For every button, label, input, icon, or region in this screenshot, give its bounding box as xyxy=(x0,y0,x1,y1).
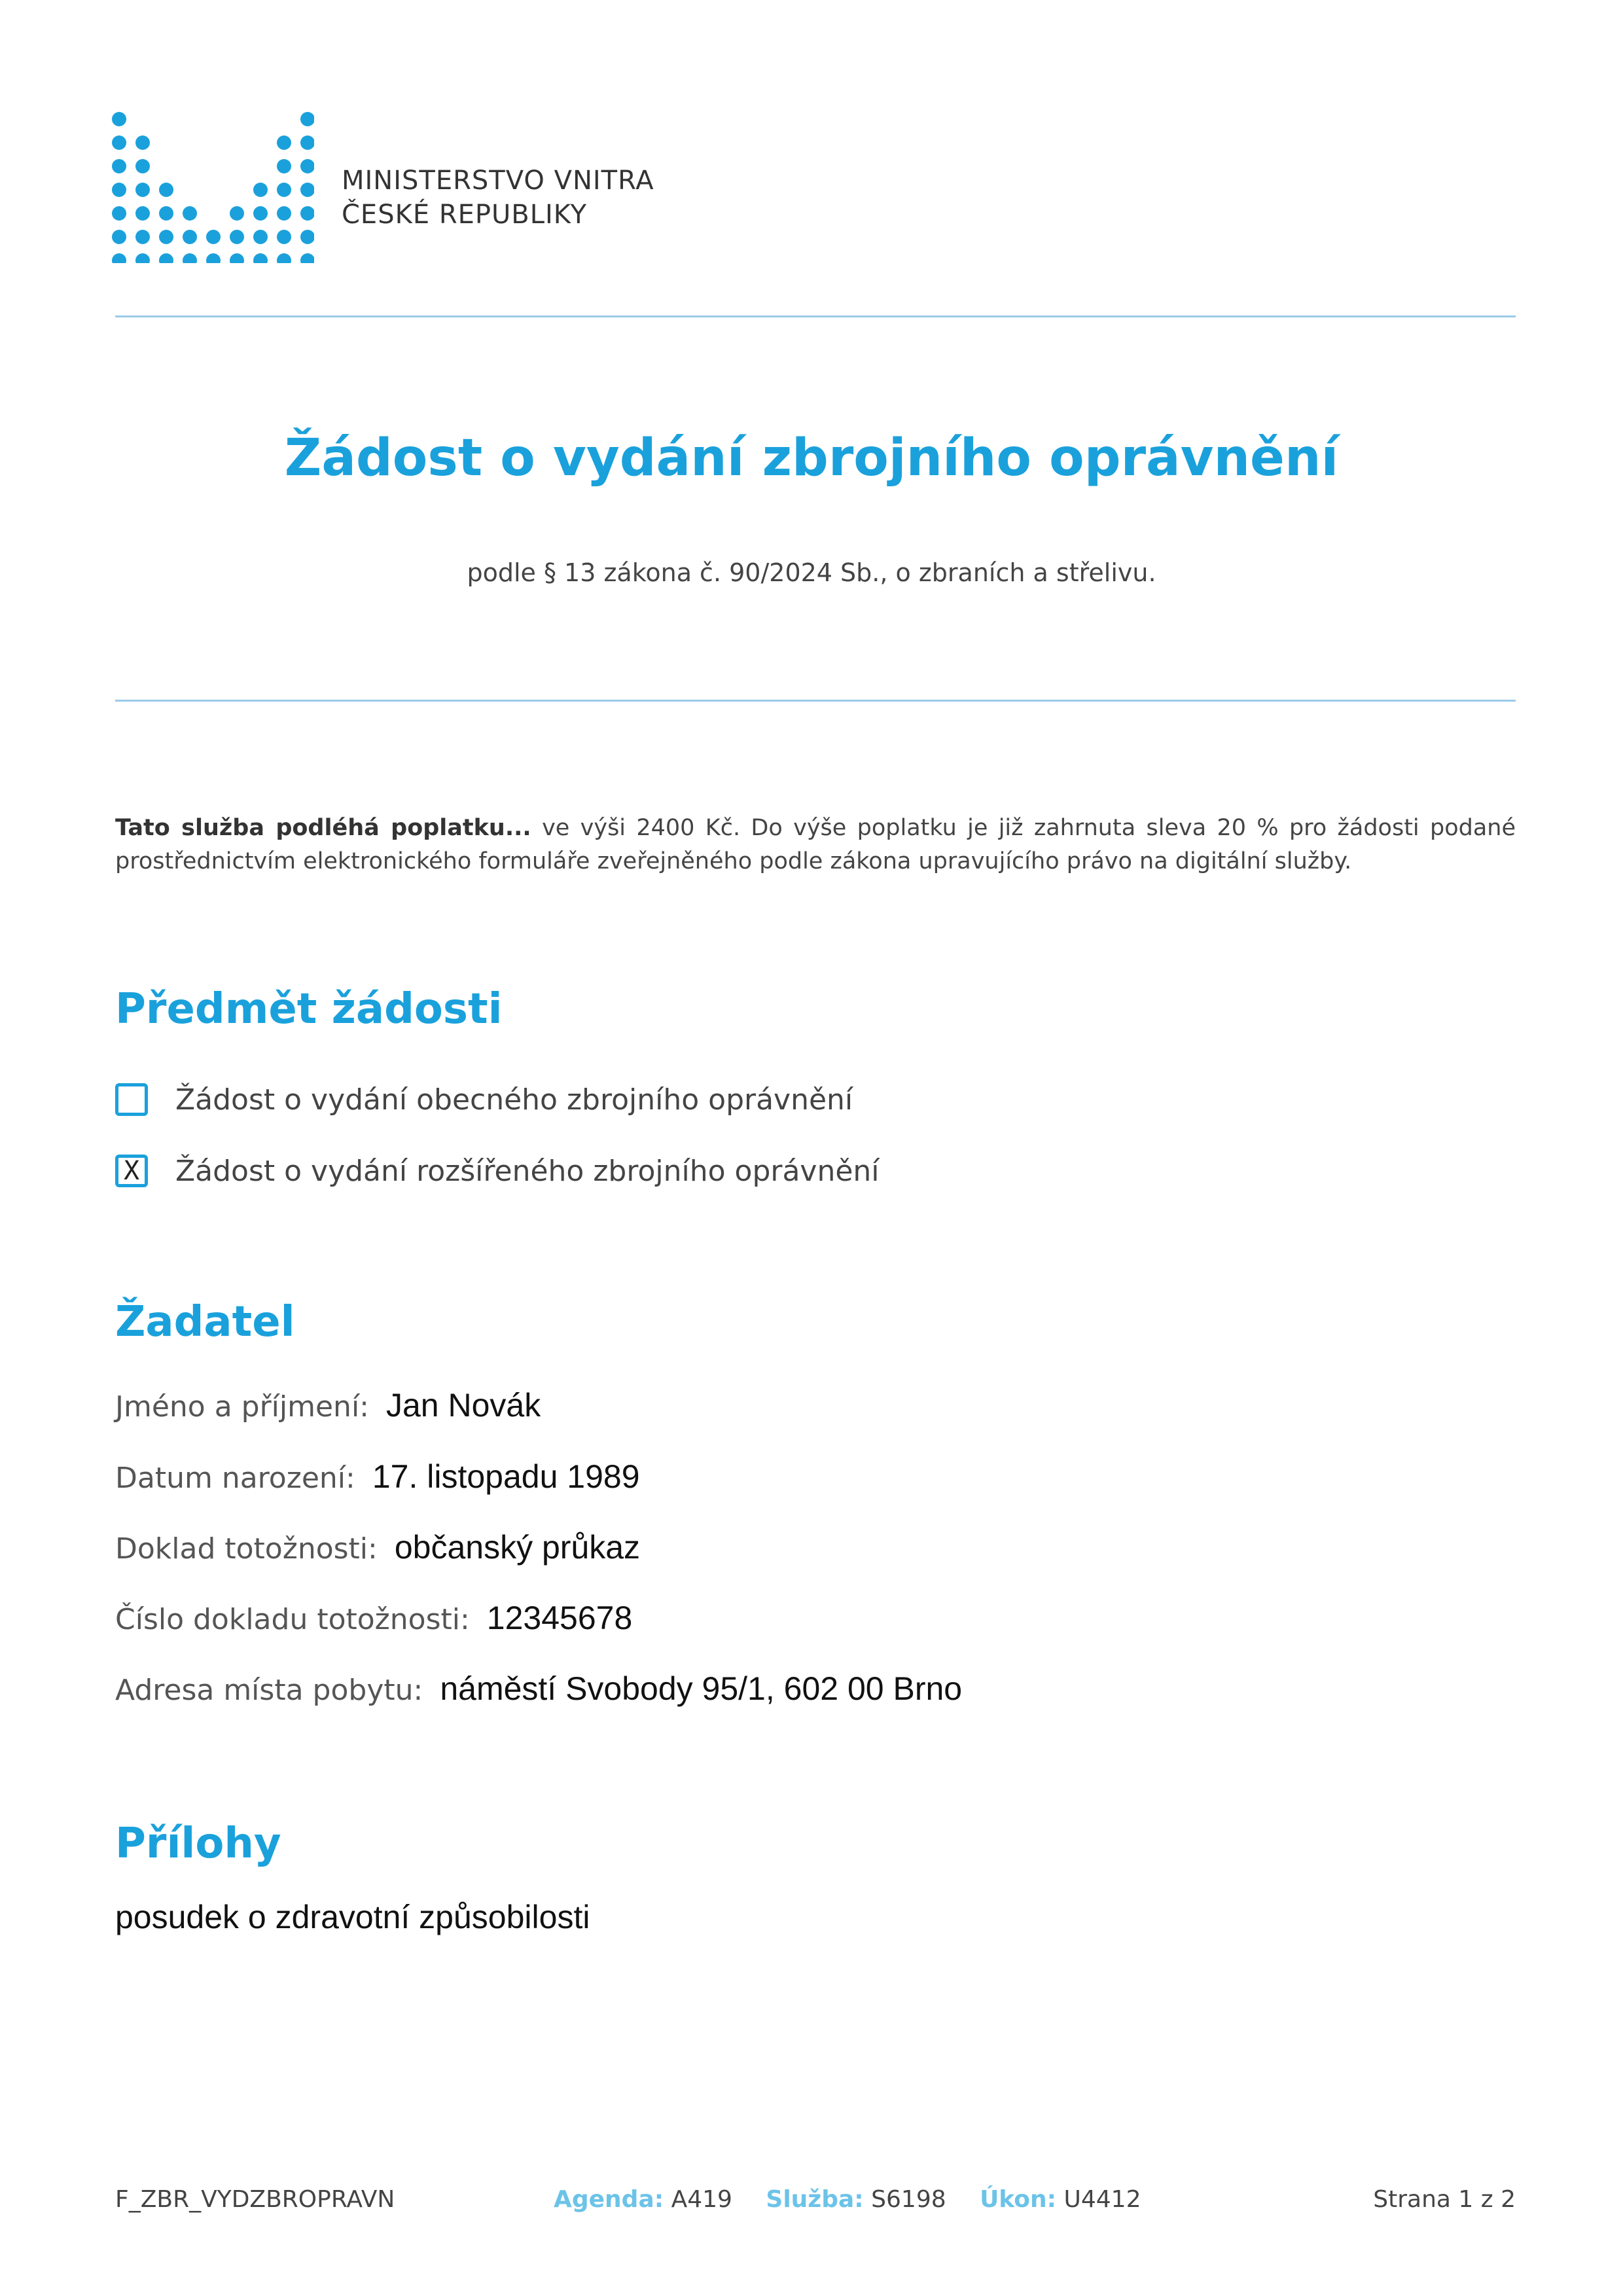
logo-dot xyxy=(277,159,291,173)
logo-dot xyxy=(300,206,314,221)
form-code: F_ZBR_VYDZBROPRAVN xyxy=(115,2186,395,2213)
field-id-document-label: Doklad totožnosti: xyxy=(115,1532,378,1566)
logo-dot xyxy=(300,253,314,263)
logo-dot xyxy=(206,230,221,244)
footer-codes xyxy=(554,2186,1141,2213)
logo-dot xyxy=(159,183,173,197)
logo-dot xyxy=(277,135,291,150)
header-divider xyxy=(115,315,1516,317)
subject-option-general[interactable] xyxy=(115,1080,853,1119)
logo-dot xyxy=(183,230,197,244)
logo-dot xyxy=(112,206,126,221)
logo-dot xyxy=(253,230,268,244)
attachments-heading: Přílohy xyxy=(115,1820,281,1868)
service-value: S6198 xyxy=(871,2186,946,2213)
subject-heading: Předmět žádosti xyxy=(115,985,503,1033)
logo-dot xyxy=(135,206,150,221)
logo-dot xyxy=(183,253,197,263)
logo-dot xyxy=(230,206,244,221)
ministry-logo-icon xyxy=(111,111,314,263)
logo-dot xyxy=(300,135,314,150)
logo-dot xyxy=(135,183,150,197)
field-birthdate-value: 17. listopadu 1989 xyxy=(372,1458,640,1495)
logo-dot xyxy=(230,253,244,263)
field-address-value: náměstí Svobody 95/1, 602 00 Brno xyxy=(440,1670,963,1707)
logo-dot xyxy=(135,135,150,150)
logo-dot xyxy=(112,135,126,150)
checkbox-general-label: Žádost o vydání obecného zbrojního oprávnění xyxy=(175,1083,853,1117)
checkbox-extended[interactable]: X xyxy=(115,1155,148,1187)
field-name-label: Jméno a příjmení: xyxy=(115,1390,369,1424)
logo-dot xyxy=(112,183,126,197)
logo-dot xyxy=(159,253,173,263)
logo-dot xyxy=(183,206,197,221)
logo-dot xyxy=(277,253,291,263)
agenda-label: Agenda: xyxy=(554,2186,664,2213)
page-subtitle: podle § 13 zákona č. 90/2024 Sb., o zbraních a střelivu. xyxy=(467,558,1156,587)
logo-dot xyxy=(253,183,268,197)
attachment-item: posudek o zdravotní způsobilosti xyxy=(115,1899,590,1935)
logo-dot xyxy=(112,230,126,244)
applicant-heading: Žadatel xyxy=(115,1298,295,1346)
logo-dot xyxy=(206,253,221,263)
logo-dot xyxy=(253,253,268,263)
fee-notice-bold: Tato služba podléhá poplatku... xyxy=(115,815,531,841)
field-address-label: Adresa místa pobytu: xyxy=(115,1674,423,1707)
act-value: U4412 xyxy=(1063,2186,1141,2213)
logo-dot xyxy=(135,230,150,244)
page-title: Žádost o vydání zbrojního oprávnění xyxy=(284,429,1339,488)
act-label: Úkon: xyxy=(980,2186,1057,2213)
logo-dot xyxy=(135,253,150,263)
logo-dot xyxy=(230,230,244,244)
logo-dot xyxy=(253,206,268,221)
field-id-number-value: 12345678 xyxy=(486,1600,633,1636)
logo-dot xyxy=(300,112,314,126)
logo-dot xyxy=(277,206,291,221)
agenda-value: A419 xyxy=(671,2186,732,2213)
field-birthdate-label: Datum narození: xyxy=(115,1462,355,1495)
logo-dot xyxy=(300,159,314,173)
field-id-number-label: Číslo dokladu totožnosti: xyxy=(115,1603,470,1636)
logo-dot xyxy=(135,159,150,173)
logo-dot xyxy=(277,183,291,197)
logo-dot xyxy=(112,159,126,173)
field-id-number xyxy=(115,1599,632,1637)
ministry-name xyxy=(342,164,654,232)
page-number: Strana 1 z 2 xyxy=(1373,2186,1516,2213)
service-label: Služba: xyxy=(766,2186,864,2213)
logo-dot xyxy=(112,253,126,263)
field-name-value: Jan Novák xyxy=(386,1387,541,1424)
ministry-name-line2: ČESKÉ REPUBLIKY xyxy=(342,200,588,230)
checkbox-extended-label: Žádost o vydání rozšířeného zbrojního oprávnění xyxy=(175,1154,880,1188)
title-divider xyxy=(115,700,1516,702)
logo-dot xyxy=(277,230,291,244)
field-id-document-value: občanský průkaz xyxy=(394,1529,641,1566)
logo-dot xyxy=(159,206,173,221)
field-name xyxy=(115,1386,541,1424)
logo-dot xyxy=(159,230,173,244)
logo-dot xyxy=(300,183,314,197)
checkbox-general[interactable] xyxy=(115,1083,148,1116)
subject-option-extended[interactable] xyxy=(115,1151,880,1191)
logo-dot xyxy=(300,230,314,244)
ministry-name-line1: MINISTERSTVO VNITRA xyxy=(342,166,654,196)
logo-dot xyxy=(112,112,126,126)
fee-notice xyxy=(115,812,1516,878)
field-birthdate xyxy=(115,1458,640,1496)
fee-notice-text: ve výši 2400 Kč. Do výše poplatku je již zahrnuta sleva 20 % pro žádosti podané prostřednictvím elektronického formuláře zveřejněného podle zákona upravujícího právo na digitální služby. xyxy=(115,815,1516,874)
field-id-document xyxy=(115,1528,640,1566)
field-address xyxy=(115,1670,962,1708)
